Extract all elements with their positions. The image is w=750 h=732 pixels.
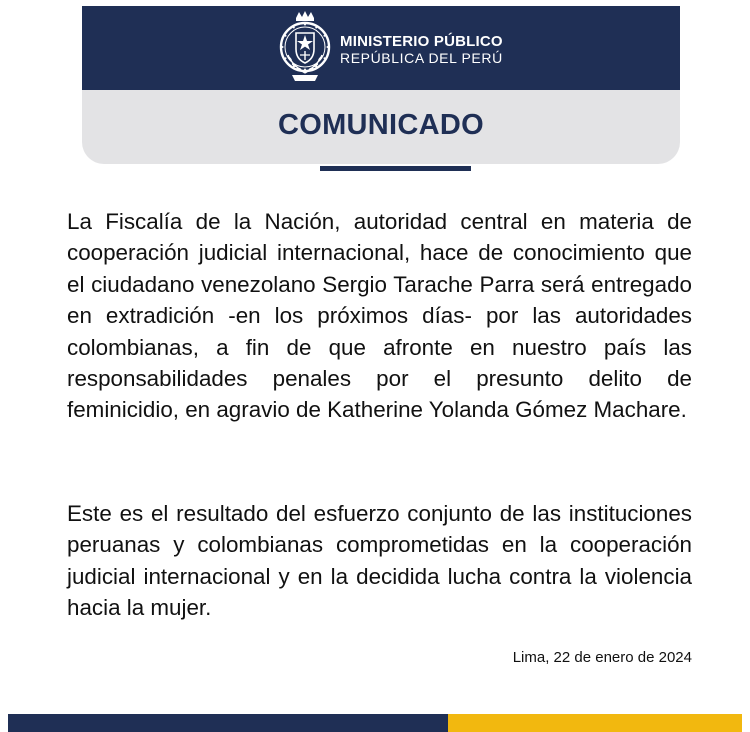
title-underline xyxy=(320,166,471,171)
body-paragraph-1: La Fiscalía de la Nación, autoridad central en materia de cooperación judicial internacional, hace de conocimiento que el ciudadano venezolano Sergio Tarache Parra será entregado en extradición -en los próximos días- por las autoridades colombianas, a fin de que afronte en nuestro país las responsabilidades penales por el presunto delito de feminicidio, en agravio de Katherine Yolanda Gómez Machare. xyxy=(67,209,692,423)
footer-bar-navy xyxy=(8,714,448,732)
date-line: Lima, 22 de enero de 2024 xyxy=(512,649,692,666)
brand-wordmark xyxy=(340,34,503,66)
page-title: COMUNICADO xyxy=(278,109,484,141)
coat-of-arms-seal-icon xyxy=(278,9,332,85)
header-band xyxy=(82,6,680,90)
footer-bar-gold xyxy=(448,714,742,732)
body-paragraph-2: Este es el resultado del esfuerzo conjunto de las instituciones peruanas y colombianas comprometidas en la cooperación judicial internacional y en la decidida lucha contra la violencia hacia la mujer. xyxy=(67,501,692,621)
header-card xyxy=(82,6,680,164)
brand-name: MINISTERIO PÚBLICO xyxy=(340,33,503,50)
brand-country: REPÚBLICA DEL PERÚ xyxy=(340,50,503,66)
